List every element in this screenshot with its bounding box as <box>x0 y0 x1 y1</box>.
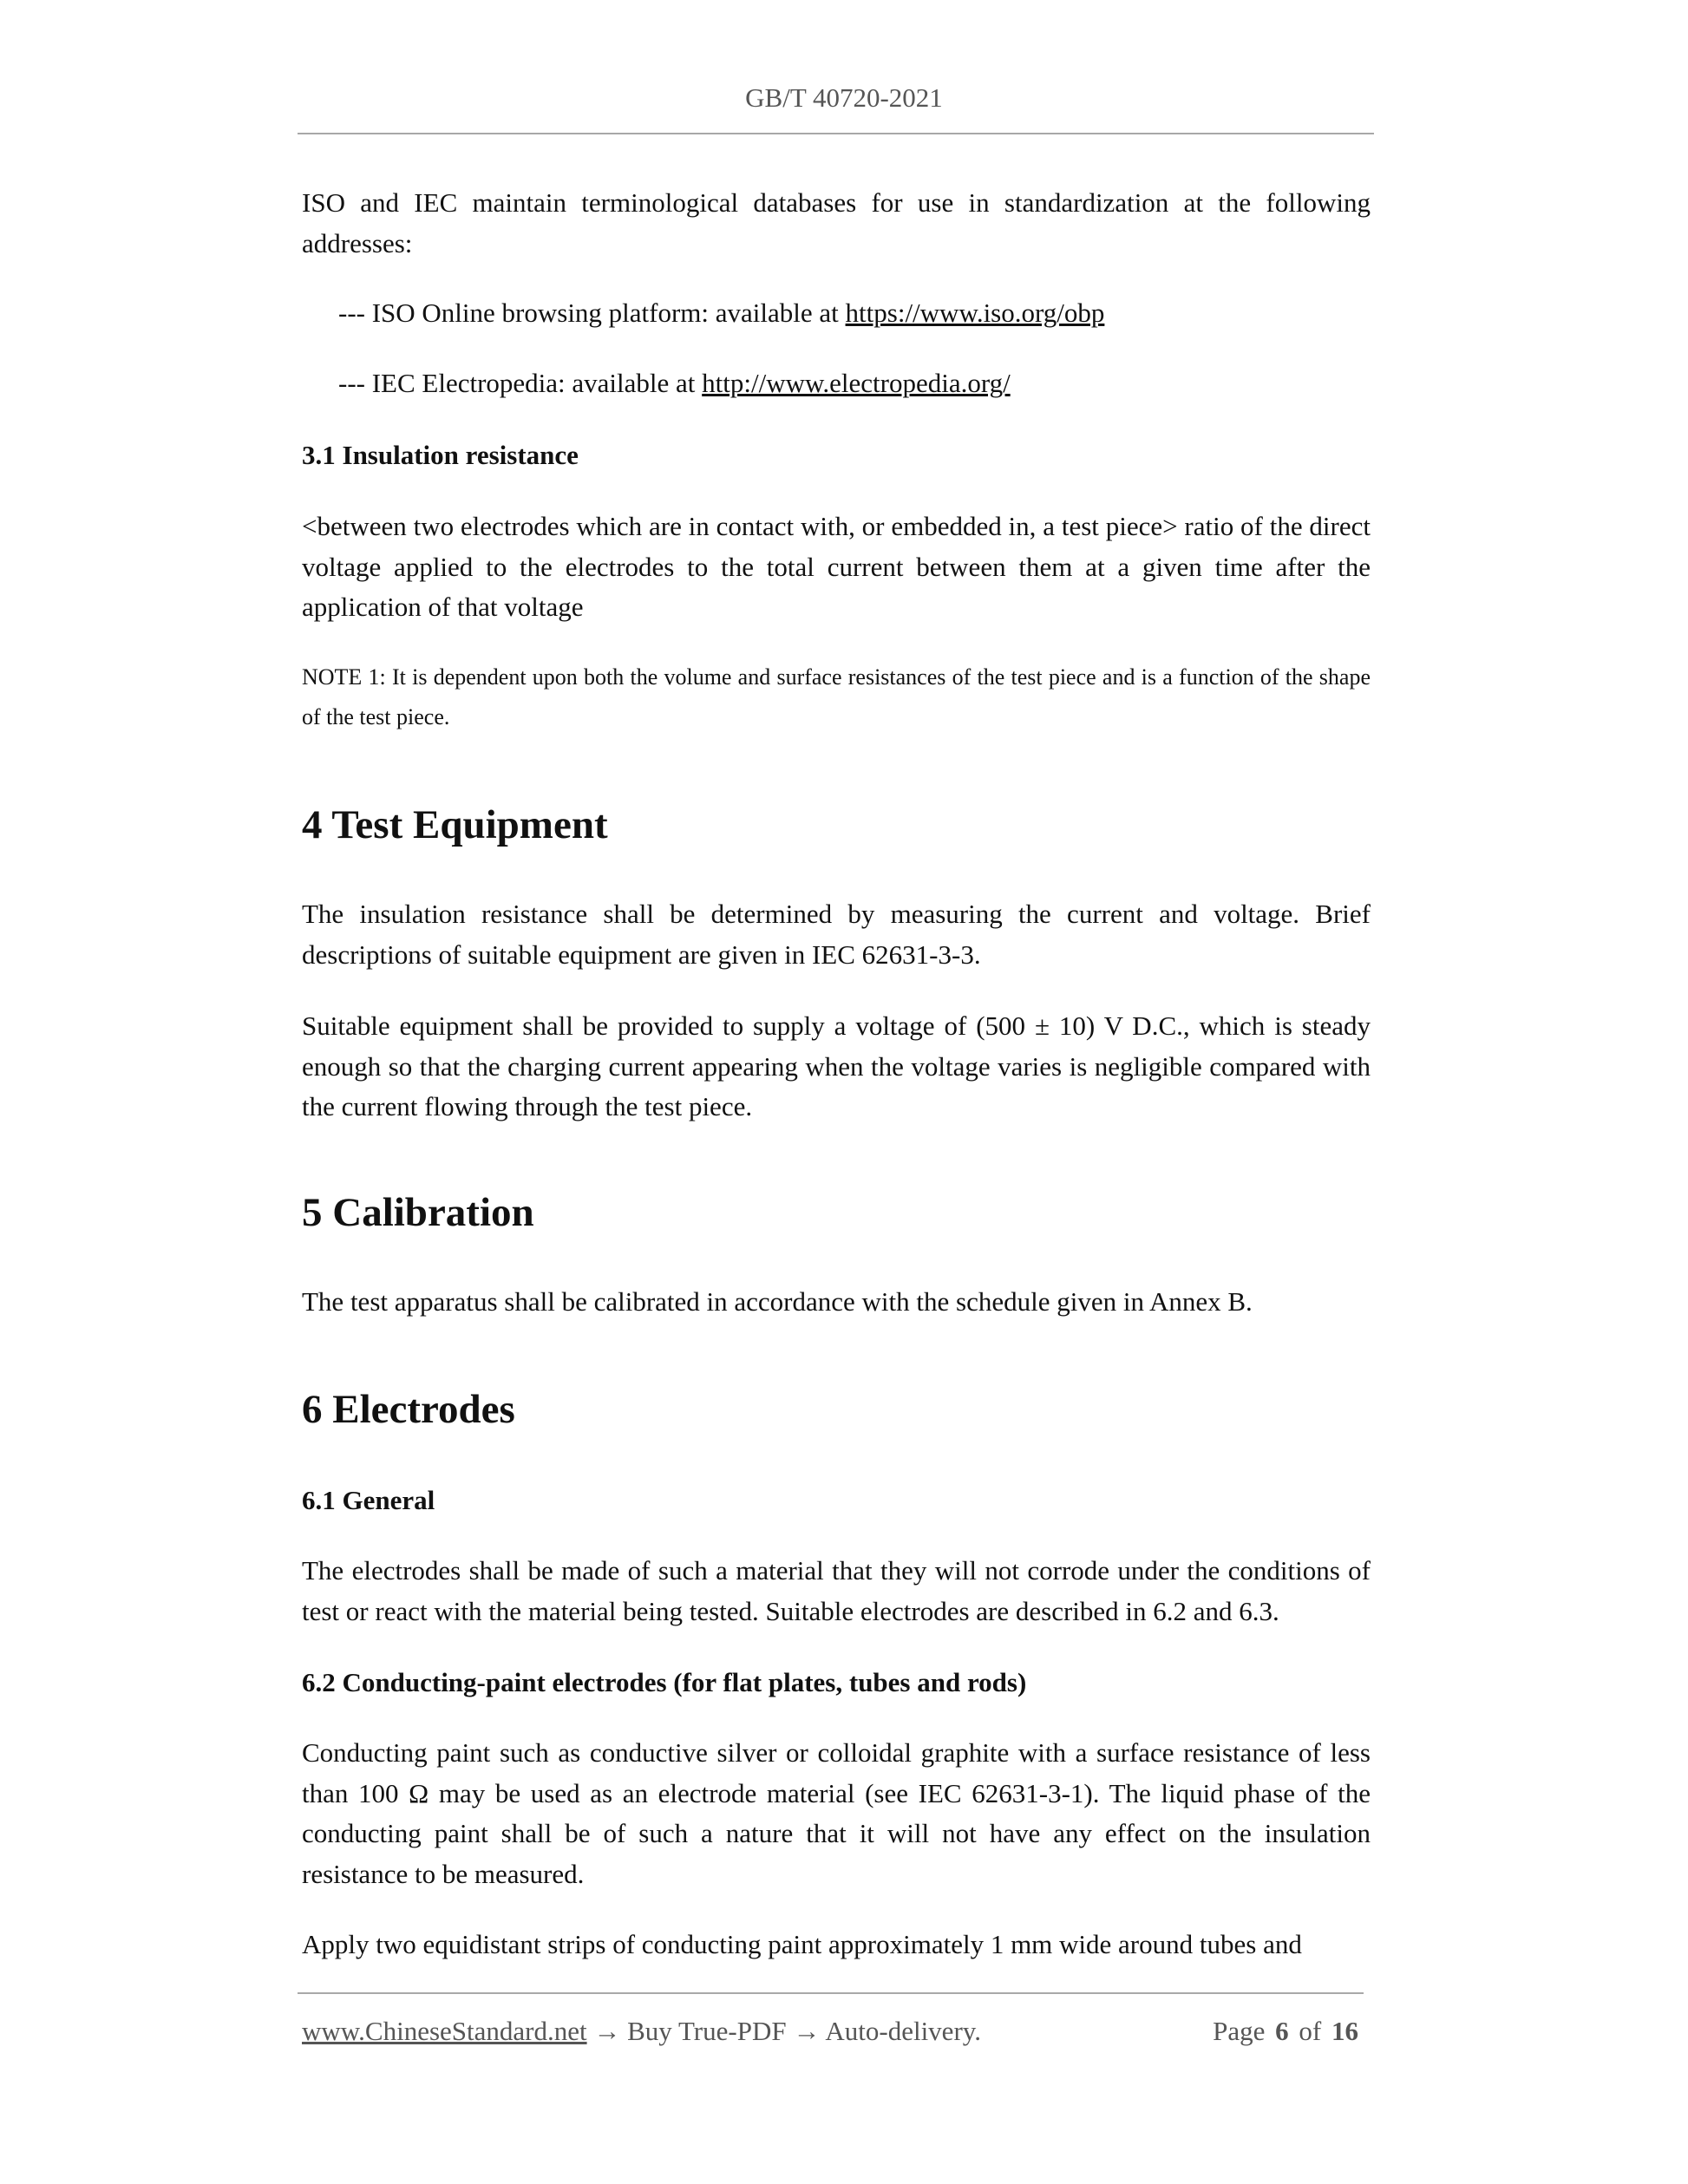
bullet-text: --- IEC Electropedia: available at <box>338 368 703 398</box>
page-total: 16 <box>1331 2016 1358 2046</box>
page-indicator <box>1213 2012 1358 2050</box>
header-divider <box>298 133 1374 134</box>
bullet-text: --- ISO Online browsing platform: available at <box>338 298 846 328</box>
section-6-2-paragraph-1: Conducting paint such as conductive silver or colloidal graphite with a surface resistance of less than 100 Ω may be used as an electrode material (see IEC 62631-3-1). The liquid phase of the conducting paint shall be of such a nature that it will not have any effect on the insulation resistance to be measured. <box>302 1737 1371 1889</box>
section-6-2-paragraph-2: Apply two equidistant strips of conducting paint approximately 1 mm wide around tubes and <box>302 1929 1302 1959</box>
section-5-heading: 5 Calibration <box>302 1190 534 1235</box>
section-4-heading: 4 Test Equipment <box>302 802 608 847</box>
intro-paragraph: ISO and IEC maintain terminological databases for use in standardization at the following addresses: <box>302 187 1371 258</box>
page-label: Page <box>1213 2016 1266 2046</box>
section-6-heading: 6 Electrodes <box>302 1387 515 1432</box>
page-of: of <box>1299 2016 1322 2046</box>
footer-promo <box>302 2012 981 2050</box>
section-4-paragraph-1: The insulation resistance shall be determined by measuring the current and voltage. Brief descriptions of suitable equipment are given in IEC 62631-3-3. <box>302 899 1371 970</box>
chinesestandard-link[interactable]: www.ChineseStandard.net <box>302 2016 587 2046</box>
section-3-1-definition: <between two electrodes which are in contact with, or embedded in, a test piece> ratio of the direct voltage applied to the electrodes to the total current between them at a given time after the application of that voltage <box>302 511 1371 622</box>
page-current: 6 <box>1275 2016 1289 2046</box>
iso-obp-link[interactable]: https://www.iso.org/obp <box>845 298 1105 328</box>
footer-promo-text: → Buy True-PDF → Auto-delivery. <box>586 2016 981 2046</box>
section-4-paragraph-2: Suitable equipment shall be provided to supply a voltage of (500 ± 10) V D.C., which is steady enough so that the charging current appearing when the voltage varies is negligible compared with the current flowing through the test piece. <box>302 1010 1371 1121</box>
document-id-header: GB/T 40720-2021 <box>745 82 943 113</box>
section-6-1-paragraph: The electrodes shall be made of such a material that they will not corrode under the conditions of test or react with the material being tested. Suitable electrodes are described in 6.2 and 6.3. <box>302 1555 1371 1626</box>
section-6-2-heading: 6.2 Conducting-paint electrodes (for flat plates, tubes and rods) <box>302 1667 1027 1697</box>
section-6-1-heading: 6.1 General <box>302 1485 435 1515</box>
footer-divider <box>298 1992 1364 1994</box>
section-3-1-heading: 3.1 Insulation resistance <box>302 440 579 470</box>
section-3-1-note: NOTE 1: It is dependent upon both the volume and surface resistances of the test piece and is a function of the shape of the test piece. <box>302 664 1371 729</box>
electropedia-link[interactable]: http://www.electropedia.org/ <box>702 368 1011 398</box>
bullet-iso-obp <box>338 293 1104 333</box>
section-5-paragraph: The test apparatus shall be calibrated in accordance with the schedule given in Annex B. <box>302 1286 1253 1317</box>
bullet-electropedia <box>338 363 1011 403</box>
